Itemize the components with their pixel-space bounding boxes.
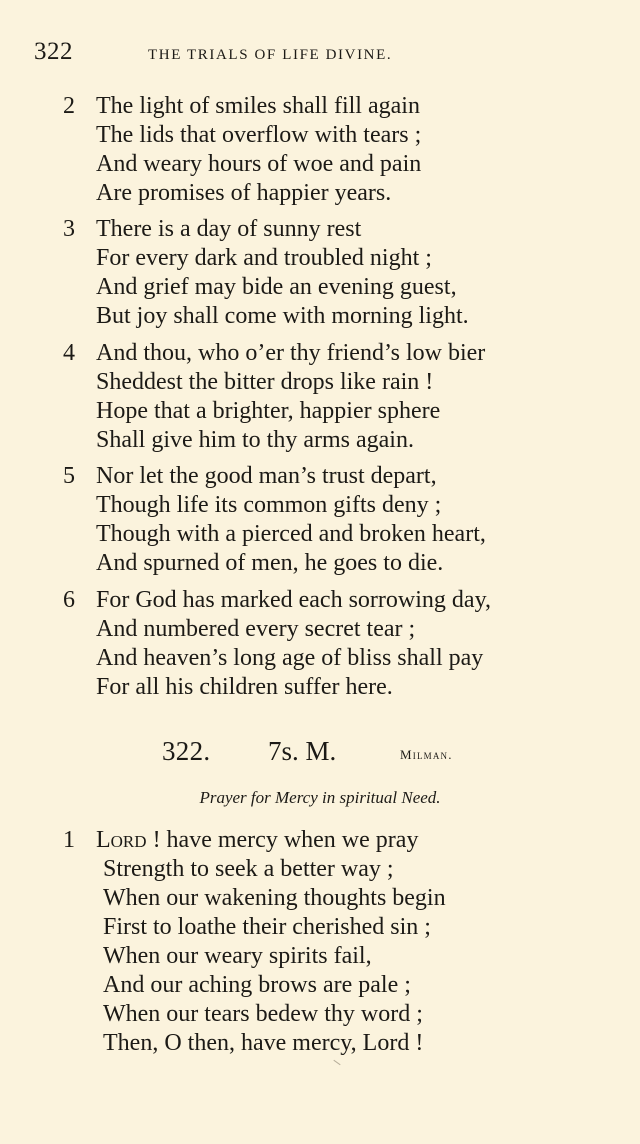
verse-line: For all his children suffer here. bbox=[96, 674, 393, 700]
verse-line: Hope that a brighter, happier sphere bbox=[96, 398, 441, 424]
verse-line: Sheddest the bitter drops like rain ! bbox=[96, 369, 434, 395]
stanza-number: 4 bbox=[63, 340, 75, 366]
hymn-number: 322. bbox=[162, 736, 211, 766]
stanza-number: 6 bbox=[63, 587, 75, 613]
verse-line: When our weary spirits fail, bbox=[103, 943, 372, 969]
verse-line: Though life its common gifts deny ; bbox=[96, 492, 442, 518]
hymn-subtitle: Prayer for Mercy in spiritual Need. bbox=[199, 788, 441, 807]
verse-line: Shall give him to thy arms again. bbox=[96, 427, 414, 453]
verse-line: First to loathe their cherished sin ; bbox=[103, 914, 431, 940]
paper-mark bbox=[333, 1060, 340, 1065]
verse-line: Nor let the good man’s trust depart, bbox=[96, 463, 437, 489]
verse-line: When our wakening thoughts begin bbox=[103, 885, 446, 911]
verse-line: Are promises of happier years. bbox=[96, 180, 392, 206]
verse-line: And our aching brows are pale ; bbox=[103, 972, 411, 998]
hymn-meter: 7s. M. bbox=[268, 736, 337, 766]
verse-line: And numbered every secret tear ; bbox=[96, 616, 416, 642]
first-line-rest: ! have mercy when we pray bbox=[146, 827, 419, 853]
stanza-number: 2 bbox=[63, 93, 75, 119]
verse-line: Then, O then, have mercy, Lord ! bbox=[103, 1030, 424, 1056]
verse-line: For God has marked each sorrowing day, bbox=[96, 587, 492, 613]
stanza-number: 1 bbox=[63, 827, 75, 853]
verse-line: And thou, who o’er thy friend’s low bier bbox=[96, 340, 486, 366]
running-header bbox=[34, 38, 606, 72]
verse-line: And heaven’s long age of bliss shall pay bbox=[96, 645, 484, 671]
verse-line: The lids that overflow with tears ; bbox=[96, 122, 422, 148]
verse-line: But joy shall come with morning light. bbox=[96, 303, 469, 329]
verse-line: The light of smiles shall fill again bbox=[96, 93, 420, 119]
page-number: 322 bbox=[34, 38, 73, 65]
verse-line: Though with a pierced and broken heart, bbox=[96, 521, 486, 547]
verse-line: When our tears bedew thy word ; bbox=[103, 1001, 423, 1027]
verse-line: There is a day of sunny rest bbox=[96, 216, 362, 242]
hymn-author: Milman. bbox=[400, 747, 453, 762]
first-word: Lord bbox=[96, 827, 147, 853]
stanza-number: 3 bbox=[63, 216, 75, 242]
hymn-heading bbox=[0, 736, 640, 776]
verse-line: And spurned of men, he goes to die. bbox=[96, 550, 444, 576]
stanza-number: 5 bbox=[63, 463, 75, 489]
verse-line-first bbox=[96, 826, 418, 855]
running-title: THE TRIALS OF LIFE DIVINE. bbox=[148, 47, 393, 63]
verse-line: And weary hours of woe and pain bbox=[96, 151, 422, 177]
verse-line: And grief may bide an evening guest, bbox=[96, 274, 457, 300]
verse-line: For every dark and troubled night ; bbox=[96, 245, 432, 271]
verse-line: Strength to seek a better way ; bbox=[103, 856, 394, 882]
